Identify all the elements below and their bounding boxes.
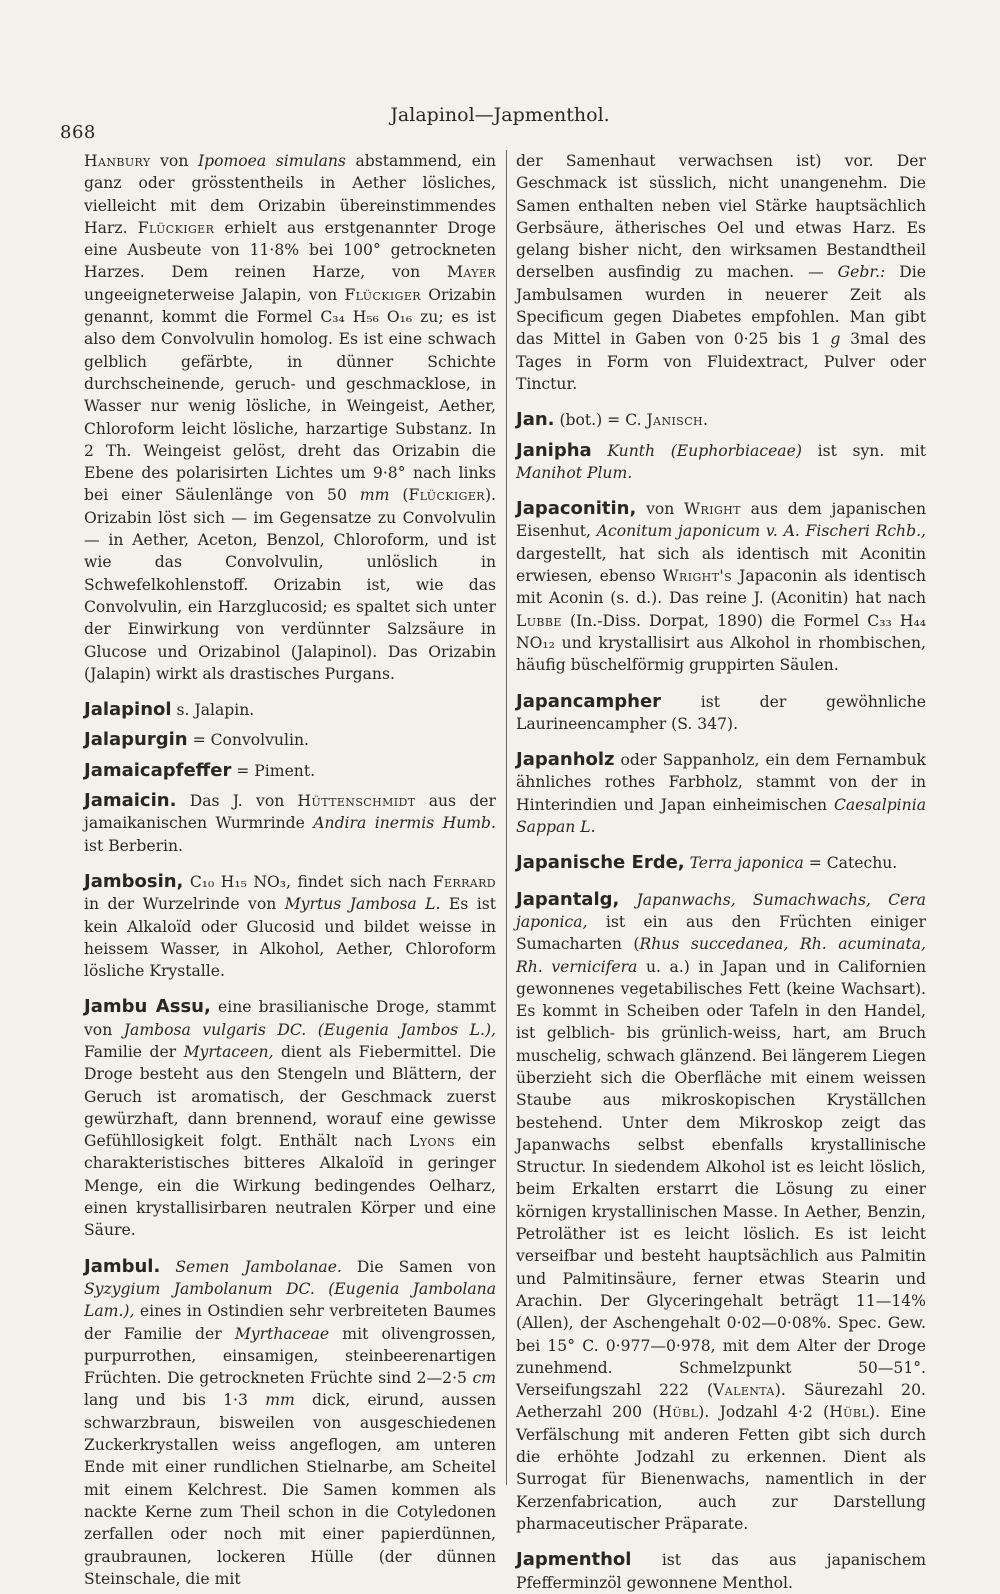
text: ist der gewöhnliche Laurineencampher (S. 347). (516, 692, 926, 733)
usage-label: Gebr.: (837, 263, 886, 282)
author-name: Hanbury (84, 152, 151, 170)
text: erhielt aus erstgenannter Droge eine Ausbeute von 11·8% bei 100° getrockneten Harzes. Dem reinen Harze, von (84, 218, 496, 282)
text: Die Jambulsamen wurden in neuerer Zeit als Specificum gegen Diabetes empfohlen. Man gibt das Mittel in Gaben von 0·25 bis 1 (516, 263, 926, 349)
entry-japantalg (516, 889, 926, 1536)
text: dargestellt, hat sich als identisch mit Aconitin erwiesen, ebenso (516, 544, 926, 586)
species-name: Andira inermis Humb. (313, 814, 496, 833)
entry-jambul (84, 1256, 496, 1590)
running-head: Jalapinol—Japmenthol. (390, 104, 610, 126)
text: eines in Ostindien sehr verbreiteten Baumes der Familie der (84, 1302, 496, 1343)
text: mit olivengrossen, purpurrothen, einsamigen, steinbeerenartigen Früchten. Die getrockneten Früchte sind 2—2·5 (84, 1324, 496, 1388)
text: = Piment. (231, 761, 316, 780)
text: s. Jalapin. (171, 701, 255, 720)
author-name: Ferrard (432, 872, 496, 891)
entry-jambosin (84, 871, 496, 982)
text: ein charakteristisches bitteres Alkaloïd in geringer Menge, ein die Wirkung bedingendes Oelharz, einen krystallisirbaren neutralen Körper und eine Säure. (84, 1132, 497, 1240)
text: abstammend, ein ganz oder grösstentheils in Aether lösliches, vielleicht mit dem Orizabin übereinstimmendes Harz. (84, 152, 496, 237)
text: (bot.) = C. (554, 411, 647, 430)
text: Japaconin als identisch mit Aconin (s. d.). Das reine J. (Aconitin) hat nach (516, 567, 927, 608)
entry-jamaicin (84, 790, 496, 857)
text: Es ist kein Alkaloïd oder Glucosid und bildet weisse in heissem Wasser, in Alkohol, Aether, Chloroform lösliche Krystalle. (84, 895, 496, 981)
right-column (516, 150, 927, 1592)
author-name: Flückiger (344, 285, 421, 304)
headword: Jalapurgin (84, 729, 188, 751)
author-name: Janisch. (646, 411, 709, 430)
text: von (636, 500, 685, 519)
headword: Jalapinol (84, 699, 172, 721)
author-name: Hübl (829, 1403, 870, 1422)
text: ). Säurezahl 20. Aetherzahl 200 ( (516, 1381, 926, 1422)
text: u. a.) in Japan und in Californien gewonnenes vegetabilisches Fett (keine Wachsart). Es kommt in Scheiben oder Tafeln in den Handel, ist gelblich- bis grünlich-weiss, hart, am Bruch muschelig, schwach glänzend. Bei längerem Liegen überzieht sich die Oberfläche mit einem weissen Staube aus mikroskopischen Kryställchen bestehend. Unter dem Mikroskop zeigt das Japanwachs selbst ebenfalls krystallinische Structur. In siedendem Alkohol ist es leicht löslich, beim Erkalten erstarrt die Lösung zu einer körnigen krystallinischen Masse. In Aether, Benzin, Petroläther ist es leicht löslich. Es ist leicht verseifbar und besteht hauptsächlich aus Palmitin und Palmitinsäure, ferner etwas Stearin und Arachin. Der Glyceringehalt beträgt 11—14% (Allen), der Aschengehalt 0·02—0·08%. Spec. Gew. bei 15° C. 0·977—0·978, mit dem Alter der Droge zunehmend. Schmelzpunkt 50—51°. Verseifungszahl 222 ( (516, 957, 926, 1400)
text: ). Orizabin löst sich — im Gegensatze zu Convolvulin — in Aether, Aceton, Benzol, Chloroform, und ist wie das Convolvulin, unlöslich in Schwefelkohlenstoff. Orizabin ist, wie das Convolvulin, ein Harzglucosid; es spaltet sich unter der Einwirkung von verdünnter Salzsäure in Glucose und Orizabinol (Jalapinol). Das Orizabin (Jalapin) wirkt als drastisches Purgans. (84, 486, 496, 683)
entry-japmenthol (516, 1549, 926, 1594)
text: von (150, 152, 198, 170)
species-name: Myrtus Jambosa L. (284, 895, 441, 914)
text: dick, eirund, aussen schwarzbraun, bisweilen von ausgeschiedenen Zuckerkrystallen weiss angeflogen, am unteren Ende mit einer rundlichen Stielnarbe, am Scheitel mit einem Kelchrest. Die Samen kommen als nackte Kerne zum Theil schon in die Cotyledonen zerfallen oder noch mit einer papierdünnen, graubraunen, lockeren Hülle (der dünnen Steinschale, die mit (84, 1391, 496, 1588)
column-divider (506, 150, 507, 1485)
species-name: Jambosa vulgaris DC. (Eugenia Jambos L.), (123, 1020, 496, 1039)
page-number: 868 (60, 122, 96, 143)
headword: Jambosin, (84, 870, 184, 892)
author-name: Hübl (658, 1403, 699, 1422)
headword: Japaconitin, (516, 498, 637, 520)
entry-japaconitin (516, 498, 926, 676)
family-name: Myrthaceae (234, 1324, 330, 1343)
entry-jambu-assu (84, 996, 496, 1241)
unit: mm (359, 486, 390, 505)
species-name: Rhus succedanea, Rh. acuminata, Rh. vernicifera (516, 935, 926, 976)
author-name: Flückiger (408, 486, 485, 505)
headword: Janipha (516, 439, 592, 461)
author-name: Wright's (662, 567, 733, 586)
species-name: Manihot Plum. (516, 463, 633, 482)
text: der Samenhaut verwachsen ist) vor. Der Geschmack ist süsslich, nicht unangenehm. Die Samen enthalten neben viel Stärke hauptsächlich Gerbsäure, ätherisches Oel und etwas Harz. Es gelang bisher nicht, den wirksamen Bestandtheil derselben ausfindig zu machen. — (516, 152, 926, 282)
entry-jan (516, 409, 926, 431)
headword: Jambul. (84, 1255, 161, 1277)
headword: Japanholz (516, 749, 615, 771)
text: 3mal des Tages in Form von Fluidextract, Pulver oder Tinctur. (516, 330, 926, 393)
author-name: Wright (684, 500, 741, 519)
text: ( (389, 486, 409, 505)
author-name: Lubbe (516, 611, 562, 630)
entry-janipha (516, 440, 926, 485)
authority: Kunth (Euphorbiaceae) (607, 441, 802, 460)
synonyms: Japanwachs, Sumachwachs, Cera japonica, (516, 890, 926, 931)
text: = Catechu. (803, 854, 898, 873)
headword: Japancampher (516, 690, 662, 712)
species-name: Aconitum japonicum v. A. Fischeri Rchb., (596, 522, 926, 541)
text: ist Berberin. (84, 836, 184, 855)
text: ist syn. mit (801, 441, 926, 460)
headword: Jamaicapfeffer (84, 759, 232, 781)
text (619, 891, 636, 909)
text: ist ein aus den Früchten einiger Sumacharten ( (516, 912, 926, 954)
latin-name: Terra japonica (689, 854, 804, 873)
text: in der Wurzelrinde von (84, 895, 285, 914)
headword: Japanische Erde, (516, 852, 685, 874)
text: eine brasilianische Droge, stammt von (84, 998, 497, 1039)
species-name: Caesalpinia Sappan L. (516, 795, 926, 837)
text: ). Eine Verfälschung mit anderen Fetten gibt sich durch die erhöhte Jodzahl zu erkennen. Dient als Surrogat für Bienenwachs, namentlich in der Kerzenfabrication, auch zur Darstellung pharmaceutischer Präparate. (516, 1403, 926, 1533)
continuation-paragraph-left (84, 150, 496, 685)
unit: g (830, 330, 841, 349)
headword: Jambu Assu, (84, 996, 211, 1018)
text: ). Jodzahl 4·2 ( (698, 1403, 830, 1422)
unit: cm (472, 1369, 496, 1388)
author-name: Flückiger (137, 218, 215, 237)
entry-japanische-erde (516, 852, 926, 874)
text (160, 1258, 175, 1276)
text: dient als Fiebermittel. Die Droge besteht aus den Stengeln und Blättern, der Geruch ist aromatisch, der Geschmack zuerst gewürzhaft, dann brennend, worauf eine gewisse Gefühllosigkeit folgt. Enthält nach (84, 1042, 496, 1151)
text: Die Samen von (341, 1257, 496, 1276)
species-name: Syzygium Jambolanum DC. (Eugenia Jambolana Lam.), (84, 1279, 496, 1321)
text: Orizabin genannt, kommt die Formel C₃₄ H₅₆ O₁₆ zu; es ist also dem Convolvulin homolog. Es ist eine schwach gelblich gefärbte, in dünner Schichte durchscheinende, geruch- und geschmacklose, in Wasser nur wenig lösliche, in Weingeist, Aether, Chloroform leicht lösliche, harzartige Substanz. In 2 Th. Weingeist gelöst, dreht das Orizabin die Ebene des polarisirten Lichtes um 9·8° nach links bei einer Säulenlänge von 50 (84, 285, 496, 505)
text: lang und bis 1·3 (84, 1391, 266, 1410)
author-name: Lyons (409, 1132, 455, 1151)
family-name: Myrtaceen, (183, 1042, 274, 1061)
text: C₁₀ H₁₅ NO₃, findet sich nach (183, 872, 433, 891)
text: aus dem japanischen Eisenhut, (516, 500, 927, 541)
headword: Japantalg, (516, 888, 620, 910)
text: (In.-Diss. Dorpat, 1890) die Formel C₃₃ H₄₄ NO₁₂ und krystallisirt aus Alkohol in rhombischen, häufig büschelförmig gruppirten Säulen. (516, 611, 926, 675)
text: oder Sappanholz, ein dem Fernambuk ähnliches rothes Farbholz, stammt von der in Hinterindien und Japan einheimischen (516, 751, 926, 814)
entry-jamaicapfeffer (84, 760, 496, 782)
text: = Convolvulin. (187, 731, 309, 750)
text (592, 442, 608, 460)
continuation-paragraph-right (516, 150, 926, 395)
text: Familie der (84, 1042, 184, 1061)
species-name: Ipomoea simulans (197, 152, 346, 170)
entry-jalapurgin (84, 729, 496, 751)
headword: Jamaicin. (84, 790, 177, 812)
headword: Jan. (516, 409, 555, 431)
entry-japanholz (516, 749, 926, 838)
left-column (84, 150, 497, 1588)
entry-japancampher (516, 691, 926, 736)
text: ist das aus japanischem Pfefferminzöl gewonnene Menthol. (516, 1551, 926, 1592)
text: Das J. von (176, 792, 298, 811)
text: ungeeigneterweise Jalapin, von (84, 285, 345, 304)
drug-name: Semen Jambolanae. (175, 1257, 342, 1276)
text: aus der jamaikanischen Wurmrinde (84, 792, 496, 833)
author-name: Hüttenschmidt (297, 792, 416, 811)
author-name: Valenta (713, 1381, 775, 1400)
entry-jalapinol (84, 699, 496, 721)
headword: Japmenthol (516, 1549, 632, 1571)
unit: mm (265, 1391, 295, 1410)
author-name: Mayer (446, 263, 496, 282)
